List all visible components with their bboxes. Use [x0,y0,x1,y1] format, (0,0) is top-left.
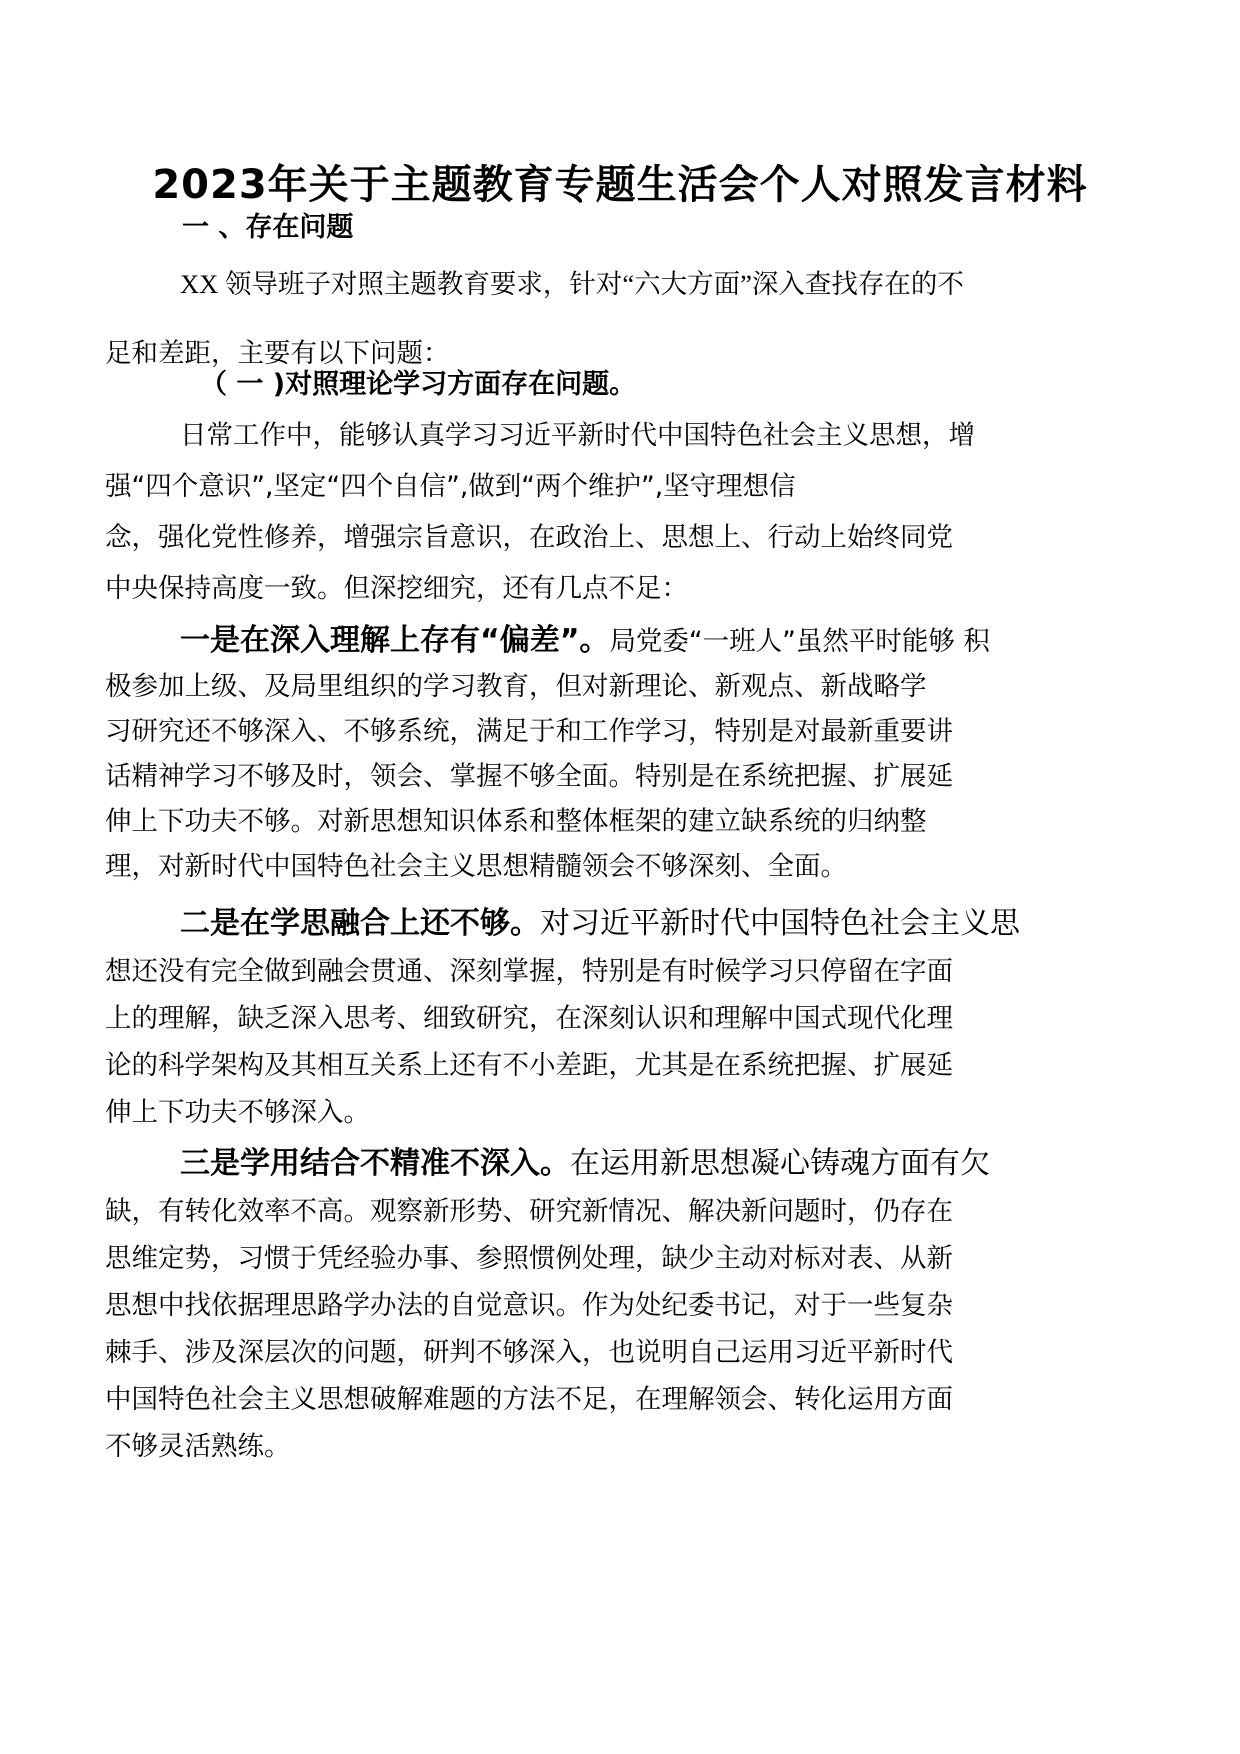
paragraph-first-line-rest: 对习近平新时代中国特色社会主义思 [540,906,1020,941]
paragraph-line: 思想中找依据理思路学办法的自觉意识。作为处纪委书记，对于一些复杂 [105,1290,953,1321]
paragraph-line: 日常工作中，能够认真学习习近平新时代中国特色社会主义思想，增 [180,420,975,451]
paragraph-first-line [105,618,1145,664]
paragraph-line: 习研究还不够深入、不够系统，满足于和工作学习，特别是对最新重要讲 [105,716,953,747]
paragraph-theory-study [105,410,1145,614]
paragraph-line: 极参加上级、及局里组织的学习教育，但对新理论、新观点、新战略学 [105,671,927,702]
paragraph-line: 念，强化党性修养，增强宗旨意识，在政治上、思想上、行动上始终同党 [105,522,953,553]
paragraph-lead: 二是在学思融合上还不够。 [180,906,540,941]
paragraph-line: 缺，有转化效率不高。观察新形势、研究新情况、解决新问题时，仍存在 [105,1196,953,1227]
paragraph-line: 强“四个意识”,坚定“四个自信”,做到“两个维护”,坚守理想信 [105,471,796,502]
paragraph-first-line [105,1140,1145,1188]
paragraph-lead: 三是学用结合不精准不深入。 [180,1146,570,1181]
paragraph-line: 话精神学习不够及时，领会、掌握不够全面。特别是在系统把握、扩展延 [105,761,953,792]
section-heading-problems: 一 、存在问题 [182,212,354,243]
paragraph-first-line-rest: 在运用新思想凝心铸魂方面有欠 [570,1146,990,1181]
paragraph-learning-application [105,1140,1145,1470]
intro-line: 足和差距，主要有以下问题： [105,338,450,369]
paragraph-line: 伸上下功夫不够深入。 [105,1097,370,1128]
paragraph-line: 上的理解，缺乏深入思考、细致研究，在深刻认识和理解中国式现代化理 [105,1003,953,1034]
paragraph-line: 论的科学架构及其相互关系上还有不小差距，尤其是在系统把握、扩展延 [105,1050,953,1081]
paragraph-line: 棘手、涉及深层次的问题，研判不够深入，也说明自己运用习近平新时代 [105,1337,953,1368]
paragraph-line: 中央保持高度一致。但深挖细究，还有几点不足： [105,573,688,604]
paragraph-first-line [105,900,1145,948]
paragraph-line: 中国特色社会主义思想破解难题的方法不足，在理解领会、转化运用方面 [105,1384,953,1415]
paragraph-line: 伸上下功夫不够。对新思想知识体系和整体框架的建立缺系统的归纳整 [105,806,927,837]
paragraph-lead: 一是在深入理解上存有“偏差”。 [180,623,610,658]
paragraph-line: 不够灵活熟练。 [105,1431,291,1462]
document-title: 2023年关于主题教育专题生活会个人对照发言材料 [152,162,1088,208]
intro-line: XX 领导班子对照主题教育要求，针对“六大方面”深入查找存在的不 [180,269,964,299]
paragraph-learning-thinking [105,900,1145,1136]
subsection-heading-theory-study: （ 一 )对照理论学习方面存在问题。 [200,369,637,400]
paragraph-line: 思维定势，习惯于凭经验办事、参照惯例处理，缺少主动对标对表、从新 [105,1243,953,1274]
paragraph-line: 想还没有完全做到融会贯通、深刻掌握，特别是有时候学习只停留在字面 [105,956,953,987]
paragraph-line: 理，对新时代中国特色社会主义思想精髓领会不够深刻、全面。 [105,851,847,882]
paragraph-first-line-rest: 局党委“一班人”虽然平时能够 积 [609,626,990,657]
paragraph-understanding-deviation [105,618,1145,889]
